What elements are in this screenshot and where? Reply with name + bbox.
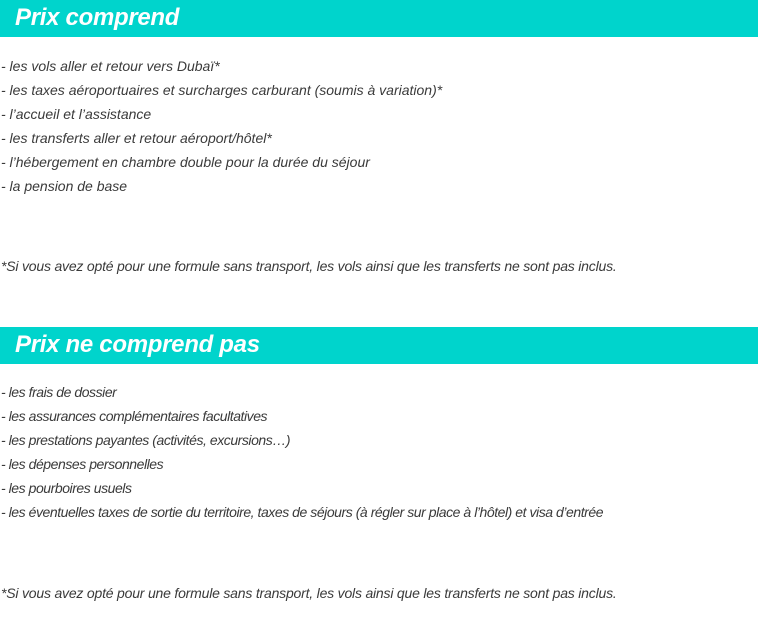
list-item: - les prestations payantes (activités, excursions…) <box>1 432 291 448</box>
not-included-list <box>1 380 603 524</box>
list-item: - les taxes aéroportuaires et surcharges carburant (soumis à variation)* <box>1 82 443 98</box>
list-item: - les éventuelles taxes de sortie du territoire, taxes de séjours (à régler sur place à l’hôtel) et visa d’entrée <box>1 504 604 520</box>
list-item: - les pourboires usuels <box>1 480 132 496</box>
footnote: *Si vous avez opté pour une formule sans transport, les vols ainsi que les transferts ne sont pas inclus. <box>1 585 617 601</box>
footnote: *Si vous avez opté pour une formule sans transport, les vols ainsi que les transferts ne sont pas inclus. <box>1 258 617 274</box>
section-header-not-included <box>0 327 758 364</box>
list-item: - les assurances complémentaires facultatives <box>1 408 268 424</box>
list-item: - les dépenses personnelles <box>1 456 164 472</box>
section-header-included <box>0 0 758 37</box>
list-item: - l’hébergement en chambre double pour la durée du séjour <box>1 154 370 170</box>
list-item: - les frais de dossier <box>1 384 117 400</box>
list-item: - la pension de base <box>1 178 128 194</box>
included-list <box>1 54 442 198</box>
section-title: Prix ne comprend pas <box>15 331 260 358</box>
list-item: - les transferts aller et retour aéroport/hôtel* <box>1 130 272 146</box>
list-item: - les vols aller et retour vers Dubaï* <box>1 58 220 74</box>
section-title: Prix comprend <box>15 4 180 31</box>
list-item: - l’accueil et l’assistance <box>1 106 152 122</box>
